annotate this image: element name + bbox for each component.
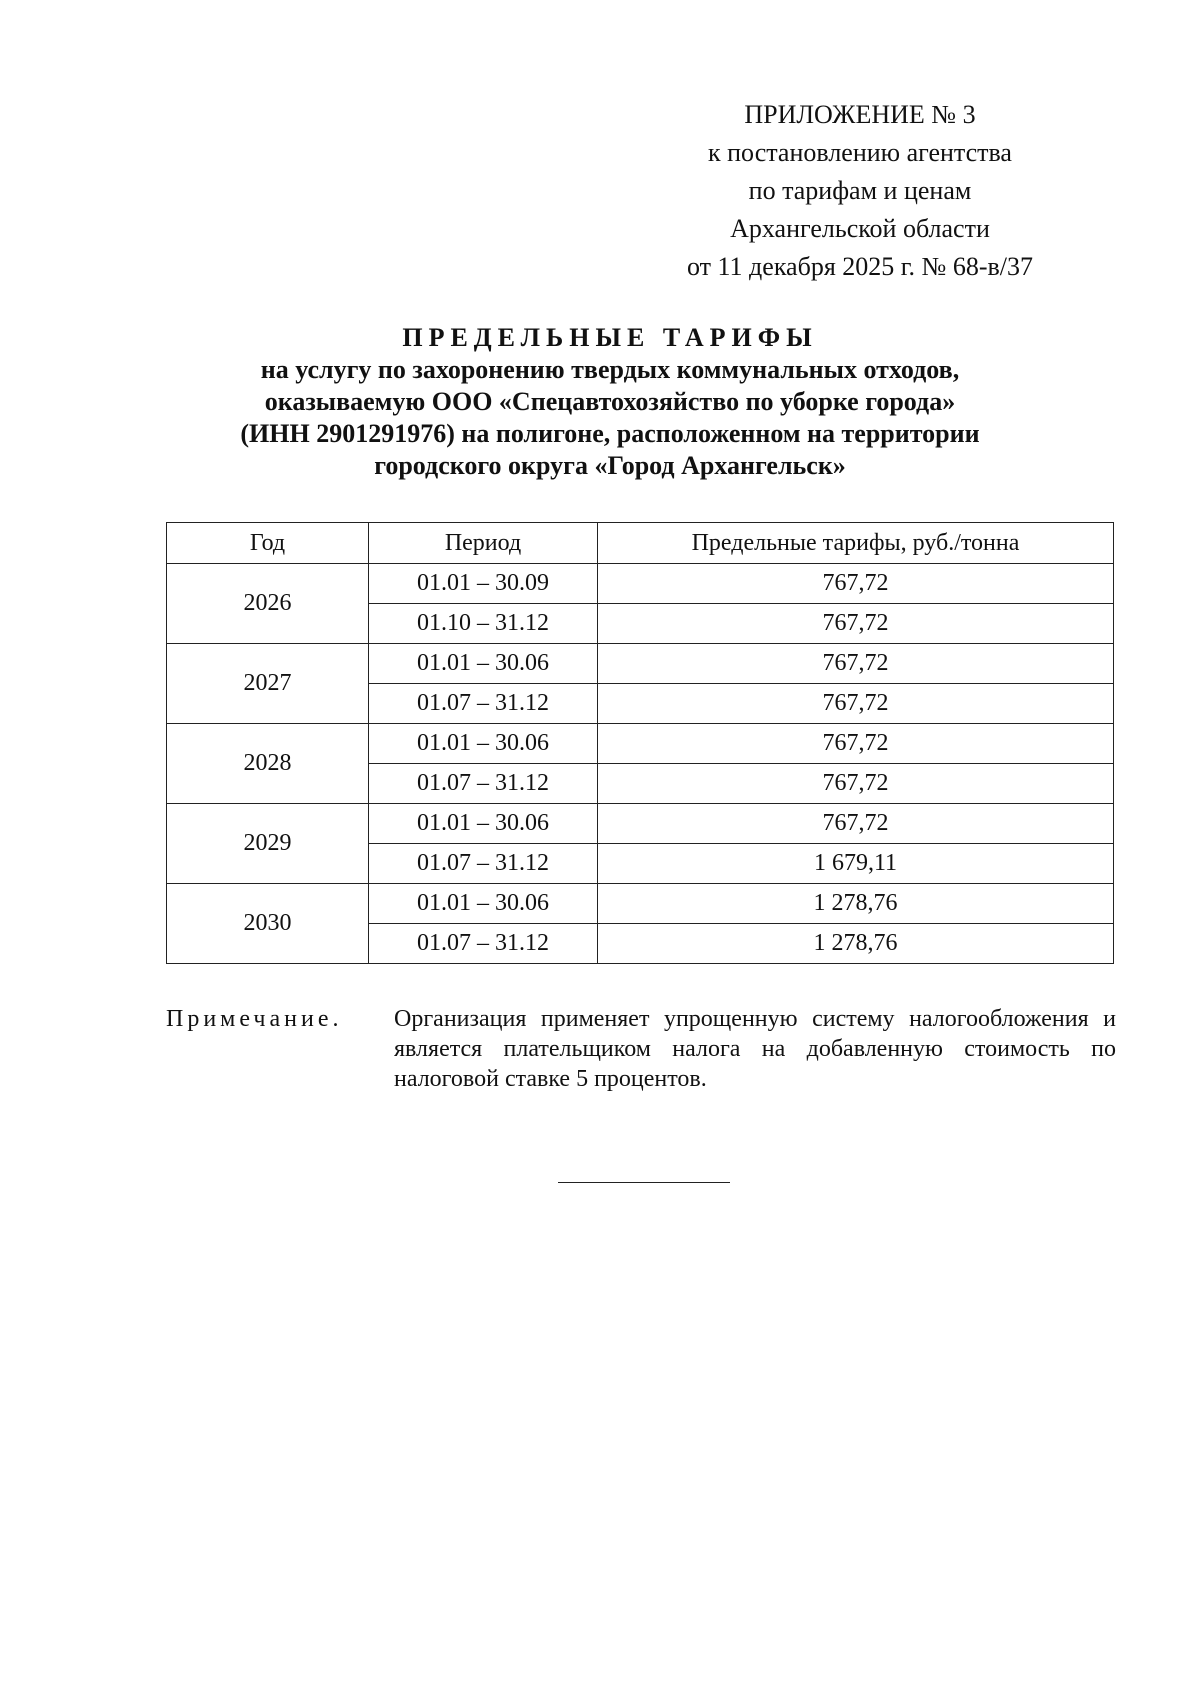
heading-line: оказываемую ООО «Спецавтохозяйство по уборке города» <box>264 387 956 416</box>
header-tariff: Предельные тарифы, руб./тонна <box>598 523 1114 564</box>
appendix-date: от 11 декабря 2025 г. № 68-в/37 <box>687 252 1033 281</box>
tariff-cell: 767,72 <box>598 804 1114 844</box>
year-cell: 2027 <box>167 644 369 724</box>
tariff-cell: 767,72 <box>598 724 1114 764</box>
appendix-line: по тарифам и ценам <box>748 176 972 205</box>
note-text: Организация применяет упрощенную систему налогообложения и является плательщиком налога на добавленную стоимость по налоговой ставке 5 процентов. <box>394 1006 1116 1092</box>
heading-line: городского округа «Город Архангельск» <box>374 451 846 480</box>
tariff-cell: 1 679,11 <box>598 844 1114 884</box>
appendix-line: Архангельской области <box>730 214 990 243</box>
table-row <box>167 724 1114 764</box>
year-cell: 2029 <box>167 804 369 884</box>
period-cell: 01.07 – 31.12 <box>369 844 598 884</box>
end-separator-line <box>558 1182 730 1183</box>
year-cell: 2030 <box>167 884 369 964</box>
heading-line: (ИНН 2901291976) на полигоне, расположенном на территории <box>240 419 980 448</box>
table-row <box>167 884 1114 924</box>
period-cell: 01.01 – 30.06 <box>369 804 598 844</box>
period-cell: 01.07 – 31.12 <box>369 764 598 804</box>
year-cell: 2026 <box>167 564 369 644</box>
note-label: Примечание. <box>166 1006 343 1032</box>
period-cell: 01.01 – 30.06 <box>369 884 598 924</box>
period-cell: 01.01 – 30.09 <box>369 564 598 604</box>
document-title: ПРЕДЕЛЬНЫЕ ТАРИФЫ <box>402 323 818 352</box>
tariff-cell: 767,72 <box>598 564 1114 604</box>
appendix-block <box>640 96 1080 286</box>
table-header-row <box>167 523 1114 564</box>
tariff-cell: 1 278,76 <box>598 924 1114 964</box>
tariff-cell: 767,72 <box>598 604 1114 644</box>
appendix-line: к постановлению агентства <box>708 138 1012 167</box>
tariff-cell: 767,72 <box>598 684 1114 724</box>
table-row <box>167 564 1114 604</box>
document-heading <box>160 322 1060 482</box>
period-cell: 01.07 – 31.12 <box>369 684 598 724</box>
tariff-cell: 1 278,76 <box>598 884 1114 924</box>
tariff-cell: 767,72 <box>598 764 1114 804</box>
tariff-cell: 767,72 <box>598 644 1114 684</box>
header-year: Год <box>167 523 369 564</box>
period-cell: 01.10 – 31.12 <box>369 604 598 644</box>
table-row <box>167 804 1114 844</box>
year-cell: 2028 <box>167 724 369 804</box>
table-row <box>167 644 1114 684</box>
appendix-number: ПРИЛОЖЕНИЕ № 3 <box>744 100 976 129</box>
heading-line: на услугу по захоронению твердых коммунальных отходов, <box>260 355 960 384</box>
tariffs-table <box>166 522 1114 964</box>
period-cell: 01.01 – 30.06 <box>369 724 598 764</box>
header-period: Период <box>369 523 598 564</box>
period-cell: 01.01 – 30.06 <box>369 644 598 684</box>
period-cell: 01.07 – 31.12 <box>369 924 598 964</box>
